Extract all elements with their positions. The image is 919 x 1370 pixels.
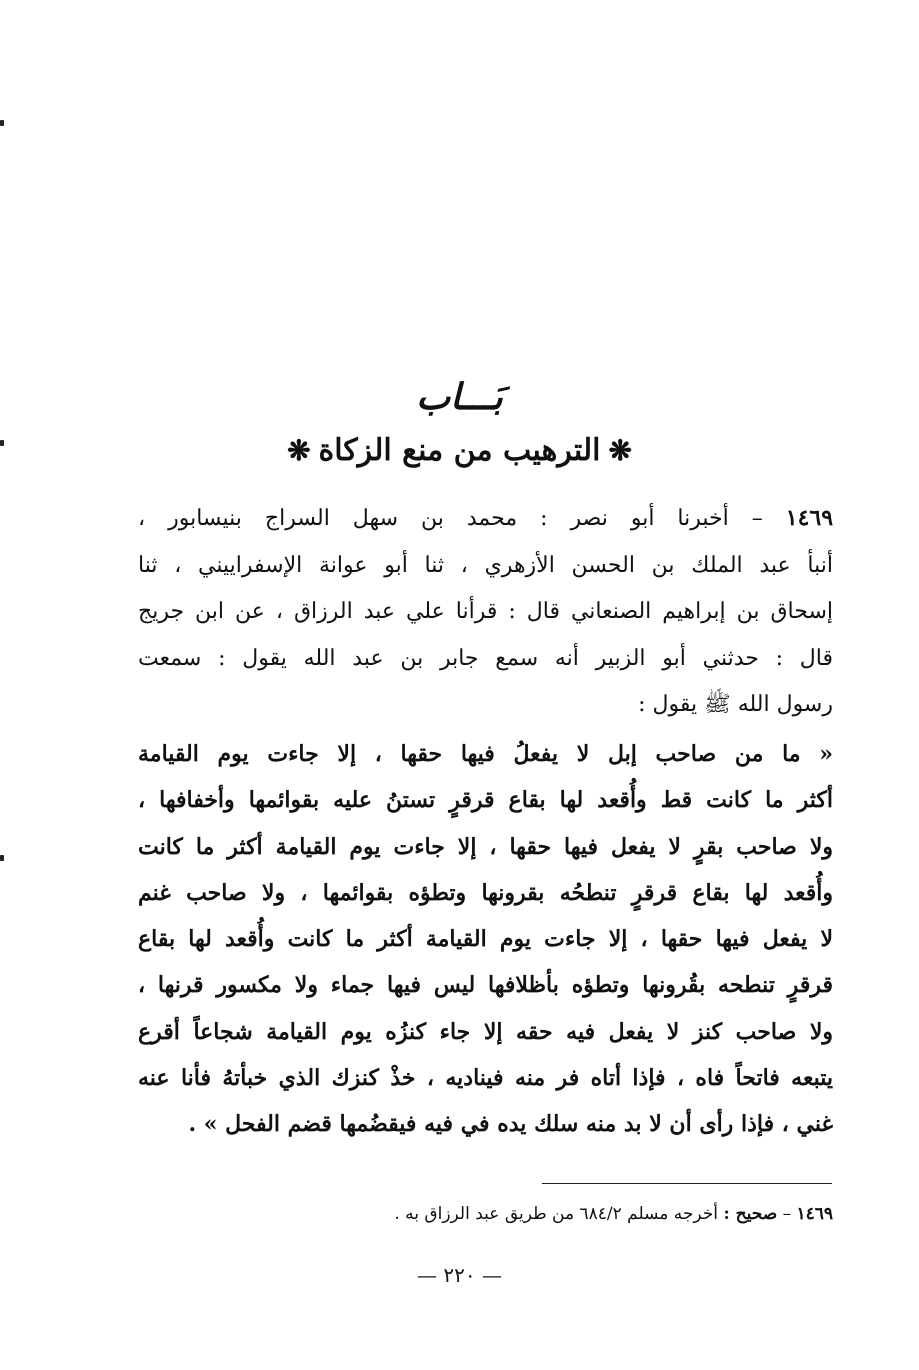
isnad-line: ١٤٦٩ – أخبرنا أبو نصر : محمد بن سهل السراج بنيسابور ،: [138, 505, 833, 531]
footnote-dash: –: [782, 1204, 792, 1224]
hadith-line: يتبعه فاتحاً فاه ، فإذا أتاه فر منه فيناديه ، خذْ كنزك الذي خبأتهُ فأنا عنه: [138, 1065, 833, 1092]
star-ornament-icon: ❋: [608, 434, 632, 467]
isnad-line: إسحاق بن إبراهيم الصنعاني قال : قرأنا علي عبد الرزاق ، عن ابن جريج: [138, 599, 833, 624]
footnote-number: ١٤٦٩: [796, 1204, 833, 1224]
footnote: [138, 1199, 833, 1229]
hadith-line: ولا صاحب كنز لا يفعل فيه حقه إلا جاء كنزُه يوم القيامة شجاعاً أقرع: [138, 1018, 833, 1045]
footnote-divider: [542, 1183, 832, 1184]
hadith-line: وأُقعد لها بقاع قرقرٍ تنطحُه بقرونها وتطؤه بقوائمها ، ولا صاحب غنم: [138, 879, 833, 906]
page-number: — ٢٢٠ —: [417, 1263, 502, 1287]
hadith-line: أكثر ما كانت قط وأُقعد لها بقاع قرقرٍ تستنُ عليه بقوائمها وأخفافها ،: [138, 787, 833, 814]
hadith-line: لا يفعل فيها حقها ، إلا جاءت يوم القيامة أكثر ما كانت وأُقعد لها بقاع: [138, 926, 833, 953]
hadith-line: ولا صاحب بقرٍ لا يفعل فيها حقها ، إلا جاءت يوم القيامة أكثر ما كانت: [138, 833, 833, 860]
hadith-line: غني ، فإذا رأى أن لا بد منه سلك يده في فيه فيقضُمها قضم الفحل » .: [188, 1111, 833, 1138]
isnad-line: رسول الله ﷺ يقول :: [638, 692, 833, 717]
hadith-matn: [138, 731, 833, 1148]
chapter-title-text: الترهيب من منع الزكاة: [318, 433, 601, 468]
isnad-line: قال : حدثني أبو الزبير أنه سمع جابر بن عبد الله يقول : سمعت: [138, 645, 833, 671]
hadith-number: ١٤٦٩: [785, 505, 833, 531]
chapter-title: [0, 426, 919, 476]
star-ornament-icon: ❋: [287, 434, 311, 467]
chapter-label: بَـــاب: [416, 376, 503, 418]
scan-edge-mark: [0, 855, 4, 861]
scan-edge-mark: [0, 120, 4, 126]
isnad-line: أنبأ عبد الملك بن الحسن الأزهري ، ثنا أبو عوانة الإسفراييني ، ثنا: [138, 552, 833, 578]
hadith-line: قرقرٍ تنطحه بقُرونها وتطؤه بأظلافها ليس فيها جماء ولا مكسور قرنها ،: [138, 972, 833, 999]
hadith-line: « ما من صاحب إبل لا يفعلُ فيها حقها ، إلا جاءت يوم القيامة: [138, 741, 833, 767]
footnote-grade: صحيح :: [723, 1204, 778, 1224]
isnad-paragraph: [138, 495, 833, 729]
footnote-text: أخرجه مسلم ٦٨٤/٢ من طريق عبد الرزاق به .: [394, 1204, 719, 1224]
